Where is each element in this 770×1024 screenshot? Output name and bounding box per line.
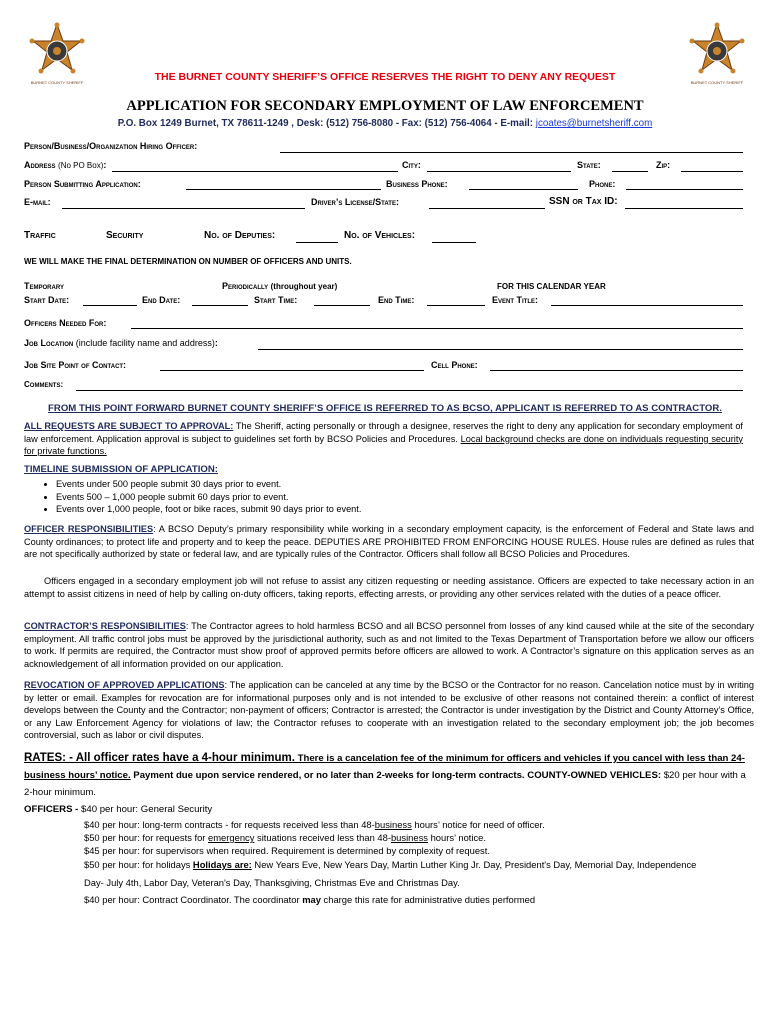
email-field[interactable] bbox=[62, 208, 305, 209]
rates-heading: RATES: - All officer rates have a 4-hour minimum. bbox=[24, 752, 295, 764]
address-note: (No PO Box) bbox=[58, 161, 104, 170]
approval-heading: ALL REQUESTS ARE SUBJECT TO APPROVAL: bbox=[24, 421, 234, 431]
job-site-contact-label: Job Site Point of Contact: bbox=[24, 360, 127, 370]
ssn-field[interactable] bbox=[625, 208, 743, 209]
throughout-year-note: (throughout year) bbox=[270, 282, 338, 291]
comments-field[interactable] bbox=[76, 390, 743, 391]
emergency-rate-tail: hours’ notice. bbox=[427, 832, 487, 843]
officers-label: OFFICERS - bbox=[24, 804, 82, 815]
job-location-label: Job Location bbox=[24, 338, 74, 348]
contact-line bbox=[0, 118, 770, 129]
rate-line-emergency bbox=[84, 832, 486, 843]
security-option[interactable]: Security bbox=[106, 230, 144, 241]
contractor-responsibilities-heading: CONTRACTOR’S RESPONSIBILITIES bbox=[24, 621, 186, 631]
job-location-note: (include facility name and address) bbox=[75, 338, 215, 348]
drivers-license-label: Driver’s License/State: bbox=[311, 197, 399, 207]
end-date-field[interactable] bbox=[192, 305, 248, 306]
officers-needed-field[interactable] bbox=[131, 328, 743, 329]
end-time-label: End Time: bbox=[378, 295, 415, 305]
event-title-field[interactable] bbox=[551, 305, 743, 306]
long-term-business-word: business bbox=[374, 819, 412, 830]
list-item: • Events over 1,000 people, foot or bike races, submit 90 days prior to event. bbox=[56, 503, 361, 516]
final-determination-note: WE WILL MAKE THE FINAL DETERMINATION ON NUMBER OF OFFICERS AND UNITS. bbox=[24, 257, 352, 266]
background-check-note: Local background checks are done on individuals requesting security for private functions. bbox=[24, 433, 743, 457]
address-field[interactable] bbox=[112, 171, 398, 172]
person-submitting-field[interactable] bbox=[186, 189, 381, 190]
zip-field[interactable] bbox=[681, 171, 743, 172]
cell-phone-label: Cell Phone: bbox=[431, 360, 478, 370]
city-label: City: bbox=[402, 160, 421, 170]
general-security-rate: $40 per hour: General Security bbox=[81, 804, 213, 815]
page-title: APPLICATION FOR SECONDARY EMPLOYMENT OF LAW ENFORCEMENT bbox=[126, 98, 644, 114]
city-field[interactable] bbox=[427, 171, 571, 172]
timeline-list bbox=[42, 478, 361, 516]
holiday-list-part1: New Years Eve, New Years Day, Martin Luther King Jr. Day, President's Day, Memorial Day, Independence bbox=[251, 859, 697, 870]
vehicles-label: No. of Vehicles: bbox=[344, 230, 416, 241]
long-term-rate-tail: hours’ notice for need of officer. bbox=[411, 819, 545, 830]
start-time-field[interactable] bbox=[314, 305, 370, 306]
business-phone-label: Business Phone: bbox=[386, 179, 448, 189]
officer-responsibilities-text: : A BCSO Deputy’s primary responsibility while working in a secondary employment capacity, is the enforcement of Federal and State laws and County ordinances; to protect life and property and to keep the peace. DEPUTIES ARE PROHIBITED FROM ENFORCING HOUSE RULES. House rules are defined as rules that are not specifically authorized by state or federal law, and are typically rules of the Contractor. Officers shall follow all BCSO Policies and Procedures. bbox=[24, 524, 754, 560]
periodically-label: Periodically bbox=[222, 281, 269, 291]
officer-responsibilities-paragraph bbox=[24, 523, 754, 561]
comments-label: Comments: bbox=[24, 380, 64, 389]
phone-field[interactable] bbox=[626, 189, 743, 190]
may-word: may bbox=[302, 894, 321, 905]
email-label: E-mail: bbox=[24, 197, 51, 207]
address-colon: : bbox=[103, 160, 107, 170]
coordinator-rate-text: $40 per hour: Contract Coordinator. The coordinator bbox=[84, 894, 303, 905]
contractor-responsibilities-paragraph bbox=[24, 620, 754, 670]
person-submitting-label: Person Submitting Application: bbox=[24, 179, 141, 189]
job-location-label-group bbox=[24, 338, 218, 348]
list-item: • Events under 500 people submit 30 days prior to event. bbox=[56, 478, 361, 491]
state-label: State: bbox=[577, 160, 601, 170]
phone-label: Phone: bbox=[589, 179, 616, 189]
end-date-label: End Date: bbox=[142, 295, 181, 305]
business-phone-field[interactable] bbox=[469, 189, 578, 190]
deputies-label: No. of Deputies: bbox=[204, 230, 276, 241]
holidays-are-label: Holidays are: bbox=[192, 859, 252, 870]
rate-line-holidays-cont: Day- July 4th, Labor Day, Veteran's Day, Thanksgiving, Christmas Eve and Christmas Day. bbox=[84, 877, 460, 888]
badge-left-text: BURNET COUNTY SHERIFF bbox=[30, 80, 84, 85]
officer-assist-paragraph: Officers engaged in a secondary employment job will not refuse to assist any citizen requesting or needing assistance. Officers are expected to take necessary action in an attempt to assist citizens in need of help by calling on-duty officers, taking reports, effecting arrests, or providing any other services related with the duties of a peace officer. bbox=[24, 576, 754, 599]
job-location-colon: : bbox=[214, 338, 218, 348]
start-time-label: Start Time: bbox=[254, 295, 298, 305]
start-date-label: Start Date: bbox=[24, 295, 70, 305]
periodically-option[interactable] bbox=[222, 281, 337, 291]
rate-line-long-term bbox=[84, 819, 545, 830]
contact-address: P.O. Box 1249 Burnet, TX 78611-1249 , Desk: (512) 756-8080 - Fax: (512) 756-4064 - E-mail: bbox=[117, 118, 536, 129]
officers-needed-label: Officers Needed For: bbox=[24, 318, 107, 328]
email-link[interactable]: jcoates@burnetsheriff.com bbox=[535, 118, 653, 129]
rate-line-holidays bbox=[84, 859, 696, 870]
cell-phone-field[interactable] bbox=[490, 370, 743, 371]
cancelation-fee-note: There is a cancelation fee of the minimum for officers and vehicles if you cancel with less than 24-business hours’ notice. bbox=[24, 753, 745, 781]
list-item: • Events 500 – 1,000 people submit 60 days prior to event. bbox=[56, 491, 361, 504]
revocation-heading: REVOCATION OF APPROVED APPLICATIONS bbox=[24, 680, 225, 690]
address-label-group bbox=[24, 160, 106, 170]
long-term-rate-text: $40 per hour: long-term contracts - for requests received less than 48- bbox=[84, 819, 375, 830]
emergency-word: emergency bbox=[208, 832, 255, 843]
temporary-option[interactable]: Temporary bbox=[24, 281, 64, 291]
start-date-field[interactable] bbox=[83, 305, 137, 306]
badge-right-text: BURNET COUNTY SHERIFF bbox=[690, 80, 744, 85]
rate-line-supervisor: $45 per hour: for supervisors when required. Requirement is determined by complexity of request. bbox=[84, 845, 490, 856]
emergency-rate-text: $50 per hour: for requests for bbox=[84, 832, 209, 843]
holiday-rate-text: $50 per hour: for holidays bbox=[84, 859, 193, 870]
emergency-business-word: business bbox=[390, 832, 428, 843]
zip-label: Zip: bbox=[656, 160, 671, 170]
hiring-officer-label: Person/Business/Organization Hiring Officer: bbox=[24, 141, 198, 151]
revocation-text: : The application can be canceled at any time by the BCSO or the Contractor for no reason. Cancelation notice must by in writing by letter or email. Examples for revocation are for informational purposes only and is not intended to be exclusive of other reasons not contained therein: a conflict of interest develops between the County and the Contractor; non-payment of officers; Contractor is arrested; the Contractor is under investigation by the District and County Attorney’s Office, or any Law Enforcement Agency for violations of law; the Contractor refuses to cooperate with an investigation related to the secondary employment job; the job becomes controversial, such as labor or civil disputes. bbox=[24, 680, 754, 741]
emergency-rate-mid: situations received less than 48- bbox=[254, 832, 391, 843]
timeline-heading: TIMELINE SUBMISSION OF APPLICATION: bbox=[24, 464, 219, 475]
rate-line-coordinator bbox=[84, 894, 535, 905]
job-site-contact-field[interactable] bbox=[160, 370, 424, 371]
approval-paragraph bbox=[24, 420, 743, 458]
deny-request-notice: THE BURNET COUNTY SHERIFF’S OFFICE RESERVES THE RIGHT TO DENY ANY REQUEST bbox=[154, 71, 616, 83]
end-time-field[interactable] bbox=[427, 305, 485, 306]
contractor-responsibilities-text: : The Contractor agrees to hold harmless BCSO and all BCSO personnel from losses of any kind caused while at the site of the secondary employment. All traffic control jobs must be approved by the jurisdictional authority, such as and not limited to the Texas Department of Transportation before we allow our officers to work. If permits are required, the Contractor must show proof of approved permits before officers are allowed to work. A Contractor’s signature on this application serves as an acknowledgement of all information provided on our application. bbox=[24, 621, 754, 669]
state-field[interactable] bbox=[612, 171, 648, 172]
rates-paragraph bbox=[24, 750, 749, 801]
approval-text: The Sheriff, acting personally or through a designee, reserves the right to deny any application for secondary employment of law enforcement. Application approval is subject to guidelines set forth by BCSO Policies and Procedures. bbox=[24, 421, 743, 444]
deputies-field[interactable] bbox=[296, 242, 338, 243]
calendar-year-option[interactable]: FOR THIS CALENDAR YEAR bbox=[497, 282, 606, 291]
vehicles-field[interactable] bbox=[432, 242, 476, 243]
coordinator-rate-tail: charge this rate for administrative duties performed bbox=[320, 894, 536, 905]
job-location-field[interactable] bbox=[258, 349, 743, 350]
vehicle-rate: $20 per hour with a 2-hour minimum. bbox=[24, 770, 746, 798]
rate-line-general bbox=[24, 804, 212, 815]
drivers-license-field[interactable] bbox=[429, 208, 545, 209]
payment-terms: Payment due upon service rendered, or no later than 2-weeks for long-term contracts. COUNTY-OWNED VEHICLES: bbox=[130, 770, 664, 781]
address-label: Address bbox=[24, 160, 56, 170]
traffic-option[interactable]: Traffic bbox=[24, 230, 56, 241]
event-title-label: Event Title: bbox=[492, 295, 538, 305]
revocation-paragraph bbox=[24, 679, 754, 742]
ssn-label: SSN or Tax ID: bbox=[549, 196, 618, 207]
hiring-officer-field[interactable] bbox=[280, 152, 743, 153]
forward-heading: FROM THIS POINT FORWARD BURNET COUNTY SHERIFF’S OFFICE IS REFERRED TO AS BCSO, APPLICANT IS REFERRED TO AS CONTRACTOR. bbox=[48, 403, 722, 414]
officer-responsibilities-heading: OFFICER RESPONSIBILITIES bbox=[24, 524, 154, 534]
